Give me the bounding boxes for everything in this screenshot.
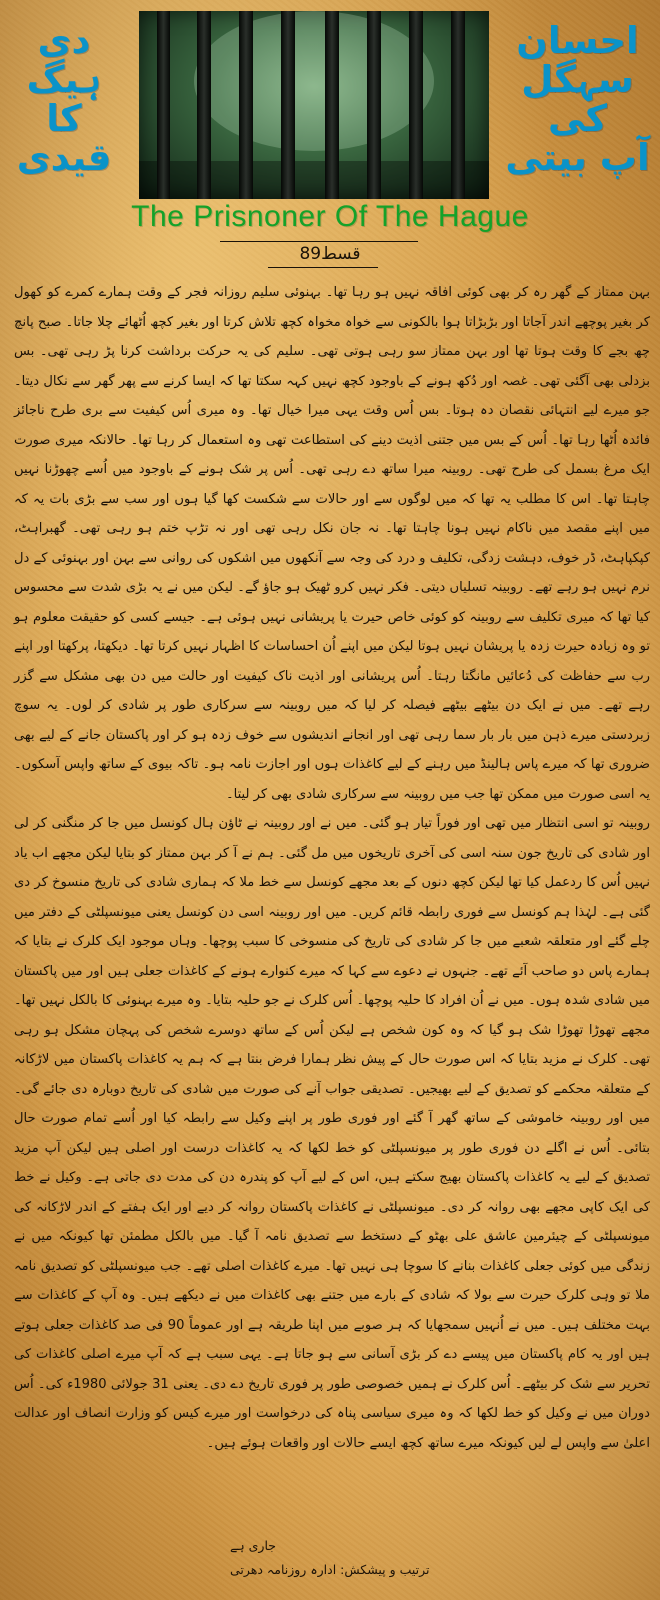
prison-bars-image: [139, 11, 489, 199]
credit-line: ترتیب و پیشکش: ادارہ روزنامہ دھرتی: [230, 1562, 430, 1577]
article-paragraph: روبینہ تو اسی انتظار میں تھی اور فوراً تیار ہو گئی۔ میں نے اور روبینہ نے ٹاؤن ہال کونسل میں جا کر منگنی کر لی اور شادی کی تاریخ جون سنہ اسی کی آخری تاریخوں میں مل گئی۔ ہم نے آ کر بہن ممتاز کو بتایا لیکن مجھے اب یاد نہیں اُس کا ردعمل کیا تھا لیکن کچھ دنوں کے بعد مجھے کونسل سے خط ملا کہ ہماری شادی کی تاریخ منسوخ کر دی گئی ہے۔ لہٰذا ہم کونسل سے فوری رابطہ قائم کریں۔ میں اور روبینہ اسی دن کونسل یعنی میونسپلٹی کے دفتر میں چلے گئے اور متعلقہ شعبے میں جا کر شادی کی تاریخ کی منسوخی کا سبب پوچھا۔ وہاں موجود ایک کلرک نے بتایا کہ ہمارے پاس دو صاحب آئے تھے۔ جنہوں نے دعوے سے کہا کہ میرے کنوارے ہونے کے کاغذات جعلی ہیں اور میں پاکستان میں شادی شدہ ہوں۔ میں نے اُن افراد کا حلیہ پوچھا۔ اُس کلرک نے جو حلیہ بتایا۔ وہ میرے بہنوئی کا بالکل نہیں تھا۔ مجھے تھوڑا تھوڑا شک ہو گیا کہ وہ کون شخص ہے لیکن اُس کے ساتھ دوسرے شخص کی پہچان مشکل ہو رہی تھی۔ کلرک نے مزید بتایا کہ اس صورت حال کے پیش نظر ہمارا فرض بنتا ہے کہ ہم یہ کاغذات پاکستان میں لاڑکانہ کے متعلقہ محکمے کو تصدیق کے لیے بھیجیں۔ تصدیقی جواب آنے کی صورت میں شادی کی تاریخ دوبارہ دی جائے گی۔ میں اور روبینہ خاموشی کے ساتھ گھر آ گئے اور فوری طور پر اپنے وکیل سے رابطہ کیا اور اُسے تمام صورت حال بتائی۔ اُس نے اگلے دن فوری طور پر میونسپلٹی کو خط لکھا کہ یہ کاغذات درست اور اصلی ہیں لیکن آپ مزید تصدیق کے لیے یہ کاغذات پاکستان بھیج سکتے ہیں، اس کے لیے آپ کو پندرہ دن کی مدت دی جاتی ہے۔ وکیل نے خط کی ایک کاپی مجھے بھی روانہ کر دی۔ میونسپلٹی نے کاغذات پاکستان روانہ کر دیے اور ایک ہفتے کے اندر لاڑکانہ کی میونسپلٹی کے چیئرمین عاشق علی بھٹو کے دستخط سے تصدیق نامہ آ گیا۔ میں بالکل مطمئن تھا کیونکہ میں نے زندگی میں کوئی جعلی کاغذات بنانے کا سوچا ہی نہیں تھا۔ میرے کاغذات اصلی تھے۔ جب میونسپلٹی کو تصدیق نامہ ملا تو وہی کلرک حیرت سے بولا کہ شادی کے بارے میں جتنے بھی کاغذات میں نے دیکھے ہیں۔ وہ آپ کے کاغذات سے بہت مختلف ہیں۔ میں نے اُنہیں سمجھایا کہ ہر صوبے میں اپنا طریقہ ہے اور عموماً 90 فی صد کاغذات جعلی ہوتے ہیں اور یہ کام پاکستان میں پیسے دے کر بڑی آسانی سے ہو جاتا ہے۔ یہی سبب ہے کہ آپ میرے اصلی کاغذات کی تحریر سے شک کر بیٹھے۔ اُس کلرک نے ہمیں خصوصی طور پر فوری تاریخ دے دی۔ یعنی 31 جولائی 1980ء کی۔ اُس دوران میں نے وکیل کو خط لکھا کہ وہ میری سیاسی پناہ کی درخواست اور میرے کیس کو وزارت انصاف اور عدالت اعلیٰ سے واپس لے لیں کیونکہ میرے ساتھ کچھ ایسے حالات اور واقعات ہوئے ہیں۔: [14, 816, 650, 1451]
episode-number: قسط89: [299, 244, 361, 264]
divider: [268, 267, 378, 268]
urdu-title-series: [0, 19, 128, 179]
continued-note: جاری ہے: [230, 1538, 276, 1553]
english-title: The Prisnoner Of The Hague: [131, 200, 529, 233]
urdu-title-line: کی: [548, 96, 607, 140]
urdu-title-author: [495, 19, 660, 179]
article-body: [14, 278, 650, 1458]
divider: [220, 241, 418, 242]
urdu-title-line: دی ہیگ: [26, 19, 102, 101]
urdu-title-line: آپ بیتی: [505, 135, 650, 179]
urdu-title-line: کا: [46, 96, 82, 140]
urdu-title-line: قیدی: [16, 135, 112, 179]
urdu-title-line: احسان سہگل: [516, 19, 639, 101]
article-paragraph: بہن ممتاز کے گھر رہ کر بھی کوئی افاقہ نہیں ہو رہا تھا۔ بہنوئی سلیم روزانہ فجر کے وقت ہمارے کمرے کو کھول کر بغیر پوچھے اندر آجاتا اور بڑبڑاتا ہوا بالکونی سے خواہ مخواہ کچھ تلاش کرتا اور بغیر کچھ اُٹھائے چلا جاتا۔ صبح پانچ چھ بجے کا وقت ہوتا تھا اور بہن ممتاز سو رہی ہوتی تھی۔ سلیم کی یہ حرکت برداشت کرنا پڑ رہی تھی۔ بس بزدلی بھی آگئی تھی۔ غصہ اور دُکھ ہونے کے باوجود کچھ نہیں کہہ سکتا تھا کہ ایسا کرنے سے پھر گھر سے نکال دیتا۔ جو میرے لیے انتہائی نقصان دہ ہوتا۔ بس اُس وقت یہی میرا خیال تھا۔ وہ میری اُس کیفیت سے بری طرح ناجائز فائدہ اُٹھا رہا تھا۔ اُس کے بس میں جتنی اذیت دینے کی استطاعت تھی وہ استعمال کر رہا تھا۔ حالانکہ میری صورت ایک مرغ بسمل کی طرح تھی۔ روبینہ میرا ساتھ دے رہی تھی۔ اُس پر شک ہونے کے باوجود میں اُسے چھوڑنا نہیں چاہتا تھا۔ اس کا مطلب یہ تھا کہ میں لوگوں سے اور حالات سے شکست کھا گیا ہوں اور سب سے بڑی بات یہ کہ میں اپنے مقصد میں ناکام نہیں ہونا چاہتا تھا۔ نہ جان نکل رہی تھی اور نہ تڑپ ختم ہو رہی تھی۔ گھبراہٹ، کپکپاہٹ، ڈر خوف، دہشت زدگی، تکلیف و درد کی وجہ سے آنکھوں میں اشکوں کی روانی سے بہن اور بہنوئی کے دل نرم نہیں ہو رہے تھے۔ روبینہ تسلیاں دیتی۔ فکر نہیں کرو ٹھیک ہو جاؤ گے۔ لیکن میں نے یہ بڑی شدت سے محسوس کیا تھا کہ میری تکلیف سے روبینہ کو کوئی خاص حیرت یا پریشانی نہیں ہوئی ہے۔ جیسے کسی کو حقیقت معلوم ہو تو وہ زیادہ حیرت زدہ یا پریشان نہیں ہوتا لیکن میں اپنے اُن احساسات کا اظہار نہیں کرتا تھا۔ دیکھتا، پرکھتا اور اپنے رب سے حفاظت کی دُعائیں مانگتا رہتا۔ اُس پریشانی اور اذیت ناک کیفیت اور حالت میں دن بھی مشکل سے گزر رہے تھے۔ میں نے ایک دن بیٹھے بیٹھے فیصلہ کر لیا کہ میں روبینہ سے سرکاری طور پر شادی کر لوں۔ یہ سوچ زبردستی میرے ذہن میں بار بار سما رہی تھی اور انجانے اندیشوں سے خوف زدہ ہو کر اور پاکستان جانے کے لیے بھی ضروری تھا کہ میرے پاس ہالینڈ میں رہنے کے لیے کاغذات ہوں اور اجازت نامہ ہو۔ تاکہ بیوی کے ساتھ واپس آسکوں۔ یہ اسی صورت میں ممکن تھا جب میں روبینہ سے سرکاری شادی بھی کر لیتا۔: [14, 285, 650, 802]
prison-bars-icon: [139, 11, 489, 199]
